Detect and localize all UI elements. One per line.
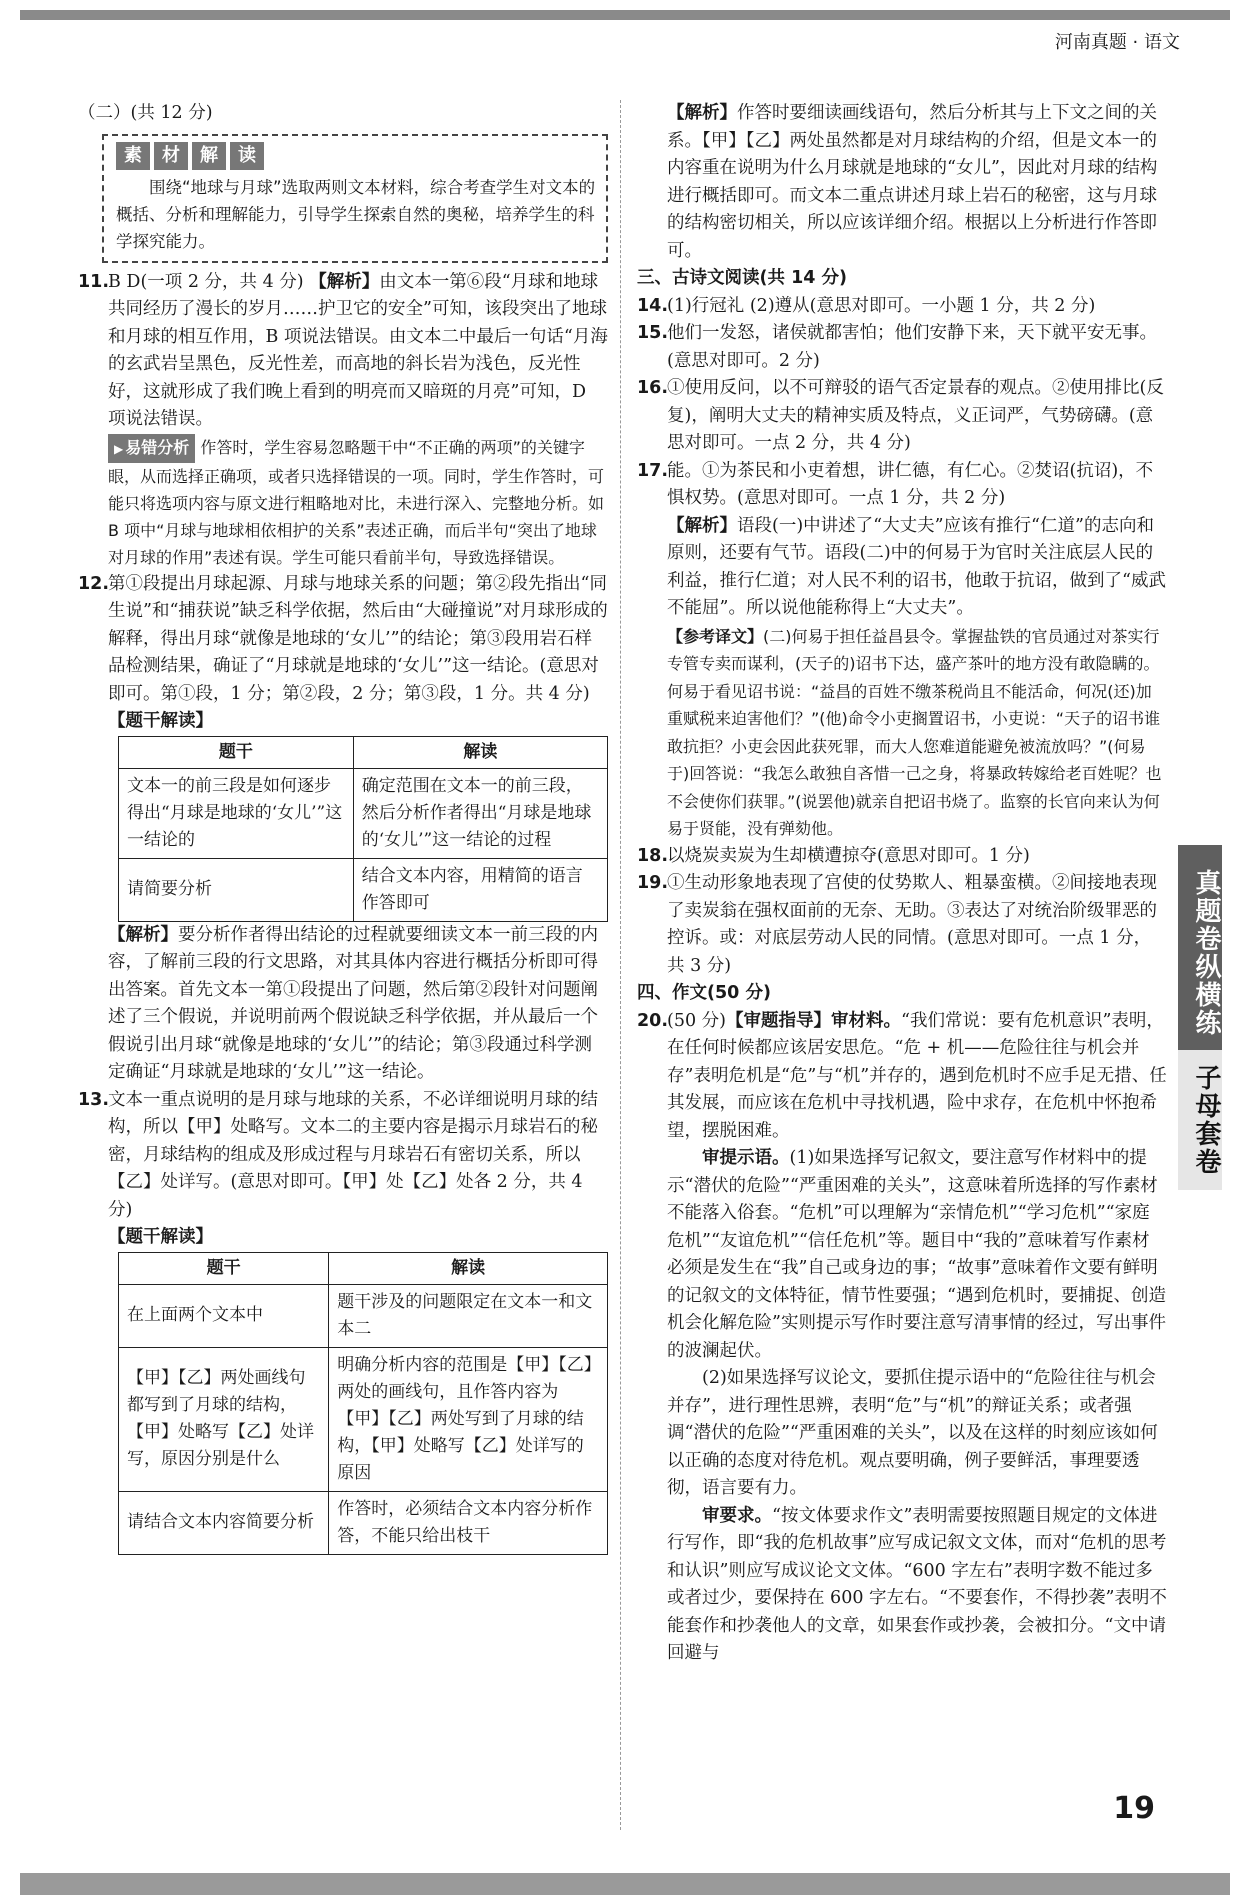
table-cell: 文本一的前三段是如何逐步得出“月球是地球的‘女儿’”这一结论的 (119, 768, 354, 858)
guidance-tag: 【审题指导】 (726, 1010, 831, 1031)
guidance-text: “按文体要求作文”表明需要按照题目规定的文体进行写作，即“我的危机故事”应写成记叙文文体，而对“危机的思考和认识”则应写成议论文文体。“600 字左右”表明字数不能过多或者过少，要保持在 600 字左右。“不要套作，不得抄袭”表明不能套作和抄袭他人的文章，如果套作或抄袭，会被扣分。“文中请回避与 (667, 1505, 1167, 1663)
table-cell: 请结合文本内容简要分析 (119, 1491, 329, 1554)
answer: 以烧炭卖炭为生却横遭掠夺(意思对即可。1 分) (667, 845, 1030, 866)
question-19 (637, 870, 1167, 980)
top-bar (20, 10, 1230, 20)
error-analysis-text: 作答时，学生容易忽略题干中“不正确的两项”的关键字眼，从而选择正确项，或者只选择错误的一项。同时，学生作答时，可能只将选项内容与原文进行粗略地对比，未进行深入、完整地分析。如 B 项中“月球与地球相依相护的关系”表述正确，而后半句“突出了地球对月球的作用”表述有误。学生可能只看前半句，导致选择错误。 (108, 437, 605, 567)
section-2-title: （二）(共 12 分) (78, 103, 213, 123)
table-row (119, 1491, 608, 1554)
table-title: 【题干解读】 (108, 1227, 213, 1247)
question-number: 16. (637, 378, 669, 398)
section-4-title: 四、作文(50 分) (637, 983, 771, 1003)
analysis-text: 由文本一第⑥段“月球和地球共同经历了漫长的岁月……护卫它的安全”可知，该段突出了地球和月球的相互作用，B 项说法错误。由文本二中最后一句话“月海的玄武岩呈黑色，反光性差，而高地的斜长岩为浅色，反光性好，这就形成了我们晚上看到的明亮而又暗斑的月亮”可知，D 项说法错误。 (108, 271, 608, 429)
analysis-tag: 【解析】 (667, 103, 737, 123)
table-cell: 在上面两个文本中 (119, 1284, 329, 1347)
table-cell: 【甲】【乙】两处画线句都写到了月球的结构，【甲】处略写【乙】处详写，原因分别是什么 (119, 1347, 329, 1491)
question-16 (637, 375, 1167, 458)
material-badge (116, 142, 596, 170)
table-cell: 明确分析内容的范围是【甲】【乙】两处的画线句，且作答内容为【甲】【乙】两处写到了月球的结构，【甲】处略写【乙】处详写的原因 (329, 1347, 608, 1491)
answer: 第①段提出月球起源、月球与地球关系的问题；第②段先指出“同生说”和“捕获说”缺乏科学依据，然后由“大碰撞说”对月球形成的解释，得出月球“就像是地球的‘女儿’”的结论；第③段用岩石样品检测结果，确证了“月球就是地球的‘女儿’”这一结论。(意思对即可。第①段，1 分；第②段，2 分；第③段，1 分。共 4 分) (108, 573, 608, 704)
reference-translation (667, 623, 1167, 843)
analysis-text: 作答时要细读画线语句，然后分析其与上下文之间的关系。【甲】【乙】两处虽然都是对月球结构的介绍，但是文本一的内容重在说明为什么月球就是地球的“女儿”，因此对月球的结构进行概括即可。而文本二重点讲述月球上岩石的秘密，这与月球的结构密切相关，所以应该详细介绍。根据以上分析进行作答即可。 (667, 103, 1158, 261)
badge-char: 解 (192, 142, 226, 170)
reference-tag: 【参考译文】 (667, 626, 764, 646)
guidance-text: “我们常说：要有危机意识”表明，在任何时候都应该居安思危。“危 + 机——危险往往与机会并存”表明危机是“危”与“机”并存的，遇到危机时不应手足无措、任其发展，而应该在危机中寻找机遇，险中求存，在危机中怀抱希望，摆脱困难。 (667, 1010, 1167, 1141)
running-head: 河南真题 · 语文 (1054, 32, 1180, 53)
table-title: 【题干解读】 (108, 711, 213, 731)
question-number: 19. (637, 873, 669, 893)
guidance-heading: 审提示语。 (702, 1148, 790, 1168)
analysis-tag: 【解析】 (309, 271, 380, 292)
table-row (119, 768, 608, 858)
analysis-text: 要分析作者得出结论的过程就要细读文本一前三段的内容，了解前三段的行文思路，对其具体内容进行概括分析即可得出答案。首先文本一第①段提出了问题，然后第②段针对问题阐述了三个假说，并说明前两个假说缺乏科学依据，并从最后一个假说引出月球“就像是地球的‘女儿’”的结论；第③段通过科学测定确证“月球就是地球的‘女儿’”这一结论。 (108, 924, 598, 1082)
table-header: 解读 (353, 736, 607, 768)
guidance-heading: 审要求。 (702, 1505, 772, 1526)
question-number: 18. (637, 845, 669, 866)
section-3-title: 三、古诗文阅读(共 14 分) (637, 268, 848, 288)
analysis-tag: 【解析】 (667, 515, 737, 536)
table-row (119, 1347, 608, 1491)
analysis-tag: 【解析】 (108, 924, 178, 945)
analysis-13 (667, 100, 1167, 265)
error-analysis (108, 434, 608, 571)
table-row (119, 858, 608, 921)
table-row (119, 1284, 608, 1347)
table-header: 解读 (329, 1252, 608, 1284)
analysis-text: 语段(一)中讲述了“大丈夫”应该有推行“仁道”的志向和原则，还要有气节。语段(二)中的何易于为官时关注底层人民的利益，推行仁道；对人民不利的诏书，他敢于抗诏，做到了“威武不能屈”。所以说他能称得上“大丈夫”。 (667, 515, 1166, 618)
answer: (1)行冠礼 (2)遵从(意思对即可。一小题 1 分，共 2 分) (667, 295, 1096, 316)
question-number: 11. (78, 271, 110, 292)
question-17 (637, 458, 1167, 513)
table-cell: 确定范围在文本一的前三段，然后分析作者得出“月球是地球的‘女儿’”这一结论的过程 (353, 768, 607, 858)
analysis-17 (667, 513, 1167, 623)
answer: ①使用反问，以不可辩驳的语气否定景春的观点。②使用排比(反复)，阐明大丈夫的精神实质及特点，义正词严，气势磅礴。(意思对即可。一点 2 分，共 4 分) (667, 378, 1164, 453)
table-header: 题干 (119, 1252, 329, 1284)
error-analysis-tag: ▶ 易错分析 (108, 434, 195, 463)
question-number: 12. (78, 573, 110, 594)
answer: 文本一重点说明的是月球与地球的关系，不必详细说明月球的结构，所以【甲】处略写。文本二的主要内容是揭示月球岩石的秘密，月球结构的组成及形成过程与月球岩石有密切关系，所以【乙】处详写。(意思对即可。【甲】处【乙】处各 2 分，共 4 分) (108, 1089, 598, 1220)
question-number: 17. (637, 460, 669, 481)
table-header: 题干 (119, 736, 354, 768)
badge-char: 材 (154, 142, 188, 170)
stem-table-12 (118, 736, 608, 922)
question-number: 20. (637, 1010, 669, 1031)
material-text: 围绕“地球与月球”选取两则文本材料，综合考查学生对文本的概括、分析和理解能力，引导学生探索自然的奥秘，培养学生的科学探究能力。 (116, 177, 596, 251)
table-cell: 题干涉及的问题限定在文本一和文本二 (329, 1284, 608, 1347)
table-cell: 作答时，必须结合文本内容分析作答，不能只给出枝干 (329, 1491, 608, 1554)
badge-char: 素 (116, 142, 150, 170)
question-20 (637, 1008, 1167, 1146)
question-number: 15. (637, 323, 669, 343)
score: (50 分) (667, 1010, 726, 1031)
guidance-heading: 审材料。 (831, 1010, 901, 1031)
question-number: 14. (637, 295, 669, 316)
guidance-requirement (667, 1503, 1167, 1668)
reference-text: (二)何易于担任益昌县令。掌握盐铁的官员通过对茶实行专管专卖而谋利，(天子的)诏书下达，盛产茶叶的地方没有敢隐瞒的。何易于看见诏书说：“益昌的百姓不缴茶税尚且不能活命，何况(还)加重赋税来迫害他们？”(他)命令小吏搁置诏书，小吏说：“天子的诏书谁敢抗拒？小吏会因此获死罪，而大人您难道能避免被流放吗？”(何易于)回答说：“我怎么敢独自吝惜一己之身，将暴政转嫁给老百姓呢？也不会使你们获罪。”(说罢他)就亲自把诏书烧了。监察的长官向来认为何易于贤能，没有弹劾他。 (667, 626, 1162, 838)
question-18 (637, 843, 1167, 871)
page-number: 19 (1113, 1791, 1155, 1826)
analysis-12 (108, 922, 608, 1087)
stem-table-13 (118, 1252, 608, 1555)
right-column (637, 100, 1167, 1668)
question-12 (78, 571, 608, 709)
question-13 (78, 1087, 608, 1225)
side-tab-primary: 真题卷纵横练 (1178, 845, 1222, 1060)
material-box (102, 134, 608, 263)
question-14 (637, 293, 1167, 321)
table-cell: 结合文本内容，用精简的语言作答即可 (353, 858, 607, 921)
answer: B D(一项 2 分，共 4 分) (108, 271, 304, 292)
answer: 他们一发怒，诸侯就都害怕；他们安静下来，天下就平安无事。(意思对即可。2 分) (667, 323, 1157, 371)
guidance-prompt (667, 1145, 1167, 1365)
bottom-bar (20, 1873, 1230, 1895)
question-11 (78, 269, 608, 434)
answer: 能。①为茶民和小吏着想，讲仁德，有仁心。②焚诏(抗诏)，不惧权势。(意思对即可。一点 1 分，共 2 分) (667, 460, 1154, 508)
side-tab-secondary: 子母套卷 (1178, 1050, 1222, 1190)
table-cell: 请简要分析 (119, 858, 354, 921)
answer: ①生动形象地表现了宫使的仗势欺人、粗暴蛮横。②间接地表现了卖炭翁在强权面前的无奈、无助。③表达了对统治阶级罪恶的控诉。或：对底层劳动人民的同情。(意思对即可。一点 1 分，共 3 分) (667, 873, 1157, 976)
question-number: 13. (78, 1089, 110, 1110)
column-divider (620, 100, 621, 1830)
badge-char: 读 (230, 142, 264, 170)
question-15 (637, 320, 1167, 375)
left-column (78, 100, 608, 1555)
guidance-argument: (2)如果选择写议论文，要抓住提示语中的“危险往往与机会并存”，进行理性思辨，表明“危”与“机”的辩证关系；或者强调“潜伏的危险”“严重困难的关头”，以及在这样的时刻应该如何以正确的态度对待危机。观点要明确，例子要鲜活，事理要透彻，语言要有力。 (667, 1368, 1158, 1498)
guidance-text: (1)如果选择写记叙文，要注意写作材料中的提示“潜伏的危险”“严重困难的关头”，这意味着所选择的写作素材不能落入俗套。“危机”可以理解为“亲情危机”“学习危机”“家庭危机”“友谊危机”“信任危机”等。题目中“我的”意味着写作素材必须是发生在“我”自己或身边的事；“故事”意味着作文要有鲜明的记叙文的文体特征，情节性要强；“遇到危机时，要捕捉、创造机会化解危险”实则提示写作时要注意写清事情的经过，写出事件的波澜起伏。 (667, 1148, 1166, 1361)
